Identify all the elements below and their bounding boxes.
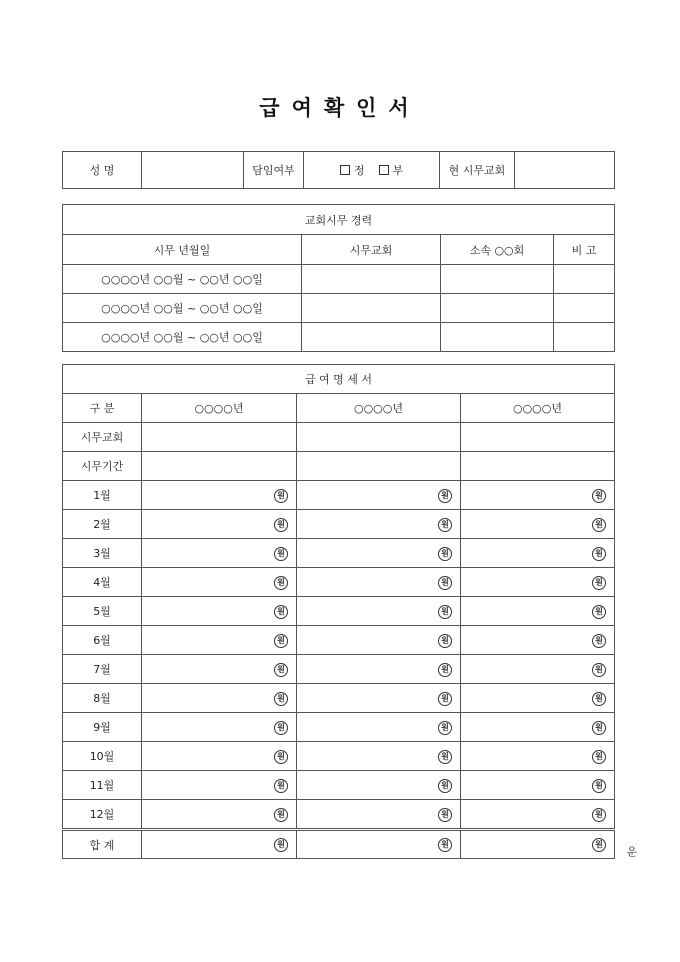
won-mark: 원 [592, 721, 606, 735]
won-mark: 원 [592, 750, 606, 764]
month-amount-field[interactable] [142, 655, 297, 684]
year-header: ○○○○년 [142, 394, 297, 423]
side-note: 운 [625, 846, 638, 857]
month-amount-field[interactable] [297, 626, 461, 655]
won-mark: 원 [438, 518, 452, 532]
salary-section-title: 급 여 명 세 서 [63, 365, 615, 394]
won-mark: 원 [592, 576, 606, 590]
month-amount-field[interactable] [142, 684, 297, 713]
career-header-affiliation: 소속 ○○회 [441, 235, 554, 265]
won-mark: 원 [274, 489, 288, 503]
period-field[interactable] [142, 452, 297, 481]
won-mark: 원 [438, 808, 452, 822]
year-header: ○○○○년 [461, 394, 615, 423]
church-field[interactable] [461, 423, 615, 452]
month-amount-field[interactable] [142, 800, 297, 830]
month-amount-field[interactable] [142, 626, 297, 655]
won-mark: 원 [274, 838, 288, 852]
month-label: 9월 [63, 713, 142, 742]
career-period[interactable]: ○○○○년 ○○월 ~ ○○년 ○○일 [63, 323, 302, 352]
career-header-period: 시무 년월일 [63, 235, 302, 265]
month-amount-field[interactable] [461, 568, 615, 597]
won-mark: 원 [592, 808, 606, 822]
won-mark: 원 [592, 692, 606, 706]
month-amount-field[interactable] [297, 655, 461, 684]
month-label: 11월 [63, 771, 142, 800]
won-mark: 원 [438, 547, 452, 561]
category-label: 구 분 [63, 394, 142, 423]
won-mark: 원 [274, 547, 288, 561]
won-mark: 원 [274, 750, 288, 764]
month-row [63, 713, 615, 742]
month-amount-field[interactable] [297, 539, 461, 568]
month-amount-field[interactable] [142, 742, 297, 771]
career-period[interactable]: ○○○○년 ○○월 ~ ○○년 ○○일 [63, 265, 302, 294]
month-amount-field[interactable] [297, 568, 461, 597]
won-mark: 원 [274, 634, 288, 648]
month-label: 8월 [63, 684, 142, 713]
career-note[interactable] [554, 323, 615, 352]
career-section-title: 교회시무 경력 [63, 205, 615, 235]
year-header: ○○○○년 [297, 394, 461, 423]
career-church[interactable] [302, 323, 441, 352]
month-amount-field[interactable] [461, 742, 615, 771]
month-label: 12월 [63, 800, 142, 830]
career-note[interactable] [554, 265, 615, 294]
option-no-label: 부 [392, 164, 404, 177]
won-mark: 원 [274, 576, 288, 590]
month-label: 5월 [63, 597, 142, 626]
won-mark: 원 [438, 663, 452, 677]
won-mark: 원 [274, 779, 288, 793]
church-row-label: 시무교회 [63, 423, 142, 452]
month-label: 2월 [63, 510, 142, 539]
salary-table [62, 364, 615, 859]
won-mark: 원 [592, 779, 606, 793]
career-affiliation[interactable] [441, 265, 554, 294]
church-field[interactable] [297, 423, 461, 452]
month-amount-field[interactable] [142, 568, 297, 597]
month-label: 1월 [63, 481, 142, 510]
month-amount-field[interactable] [461, 481, 615, 510]
career-church[interactable] [302, 265, 441, 294]
month-amount-field[interactable] [297, 481, 461, 510]
month-amount-field[interactable] [142, 771, 297, 800]
month-row [63, 539, 615, 568]
won-mark: 원 [274, 692, 288, 706]
charge-label: 담임여부 [244, 152, 304, 189]
won-mark: 원 [438, 838, 452, 852]
month-amount-field[interactable] [142, 481, 297, 510]
applicant-info-table [62, 151, 615, 189]
won-mark: 원 [592, 838, 606, 852]
won-mark: 원 [274, 518, 288, 532]
career-affiliation[interactable] [441, 323, 554, 352]
won-mark: 원 [438, 605, 452, 619]
total-amount-field[interactable] [142, 830, 297, 859]
career-row [63, 294, 615, 323]
won-mark: 원 [438, 721, 452, 735]
church-field[interactable] [142, 423, 297, 452]
month-amount-field[interactable] [297, 742, 461, 771]
won-mark: 원 [274, 808, 288, 822]
month-amount-field[interactable] [461, 539, 615, 568]
name-field[interactable] [142, 152, 244, 189]
career-note[interactable] [554, 294, 615, 323]
month-row [63, 655, 615, 684]
month-amount-field[interactable] [297, 510, 461, 539]
career-header-note: 비 고 [554, 235, 615, 265]
won-mark: 원 [438, 692, 452, 706]
month-amount-field[interactable] [142, 539, 297, 568]
won-mark: 원 [592, 663, 606, 677]
month-amount-field[interactable] [142, 510, 297, 539]
page-title: 급여확인서 [259, 96, 421, 120]
won-mark: 원 [592, 634, 606, 648]
total-amount-field[interactable] [297, 830, 461, 859]
month-row [63, 684, 615, 713]
month-amount-field[interactable] [142, 597, 297, 626]
won-mark: 원 [274, 663, 288, 677]
month-amount-field[interactable] [461, 800, 615, 830]
month-row [63, 597, 615, 626]
career-table [62, 204, 615, 352]
checkbox-yes[interactable] [340, 165, 350, 175]
month-label: 4월 [63, 568, 142, 597]
checkbox-no[interactable] [379, 165, 389, 175]
month-amount-field[interactable] [297, 800, 461, 830]
total-amount-field[interactable] [461, 830, 615, 859]
period-row-label: 시무기간 [63, 452, 142, 481]
career-row [63, 265, 615, 294]
month-label: 3월 [63, 539, 142, 568]
won-mark: 원 [438, 750, 452, 764]
won-mark: 원 [438, 634, 452, 648]
month-label: 10월 [63, 742, 142, 771]
month-label: 6월 [63, 626, 142, 655]
month-row [63, 481, 615, 510]
month-amount-field[interactable] [461, 626, 615, 655]
won-mark: 원 [438, 489, 452, 503]
month-row [63, 568, 615, 597]
month-amount-field[interactable] [297, 713, 461, 742]
period-field[interactable] [297, 452, 461, 481]
won-mark: 원 [592, 518, 606, 532]
month-row [63, 510, 615, 539]
period-field[interactable] [461, 452, 615, 481]
career-period[interactable]: ○○○○년 ○○월 ~ ○○년 ○○일 [63, 294, 302, 323]
won-mark: 원 [274, 605, 288, 619]
month-row [63, 742, 615, 771]
month-amount-field[interactable] [297, 684, 461, 713]
month-amount-field[interactable] [297, 597, 461, 626]
career-header-church: 시무교회 [302, 235, 441, 265]
won-mark: 원 [438, 576, 452, 590]
month-amount-field[interactable] [297, 771, 461, 800]
total-label: 합 계 [63, 830, 142, 859]
month-amount-field[interactable] [461, 510, 615, 539]
won-mark: 원 [438, 779, 452, 793]
current-church-field[interactable] [515, 152, 615, 189]
month-row [63, 800, 615, 830]
month-amount-field[interactable] [142, 713, 297, 742]
won-mark: 원 [592, 547, 606, 561]
month-row [63, 626, 615, 655]
career-row [63, 323, 615, 352]
month-amount-field[interactable] [461, 597, 615, 626]
career-church[interactable] [302, 294, 441, 323]
month-row [63, 771, 615, 800]
option-yes-label: 정 [353, 164, 365, 177]
name-label: 성 명 [63, 152, 142, 189]
won-mark: 원 [592, 605, 606, 619]
month-amount-field[interactable] [461, 713, 615, 742]
month-amount-field[interactable] [461, 771, 615, 800]
month-label: 7월 [63, 655, 142, 684]
total-row [63, 830, 615, 859]
career-affiliation[interactable] [441, 294, 554, 323]
won-mark: 원 [592, 489, 606, 503]
current-church-label: 현 시무교회 [440, 152, 515, 189]
won-mark: 원 [274, 721, 288, 735]
month-amount-field[interactable] [461, 655, 615, 684]
charge-options [304, 152, 440, 189]
month-amount-field[interactable] [461, 684, 615, 713]
